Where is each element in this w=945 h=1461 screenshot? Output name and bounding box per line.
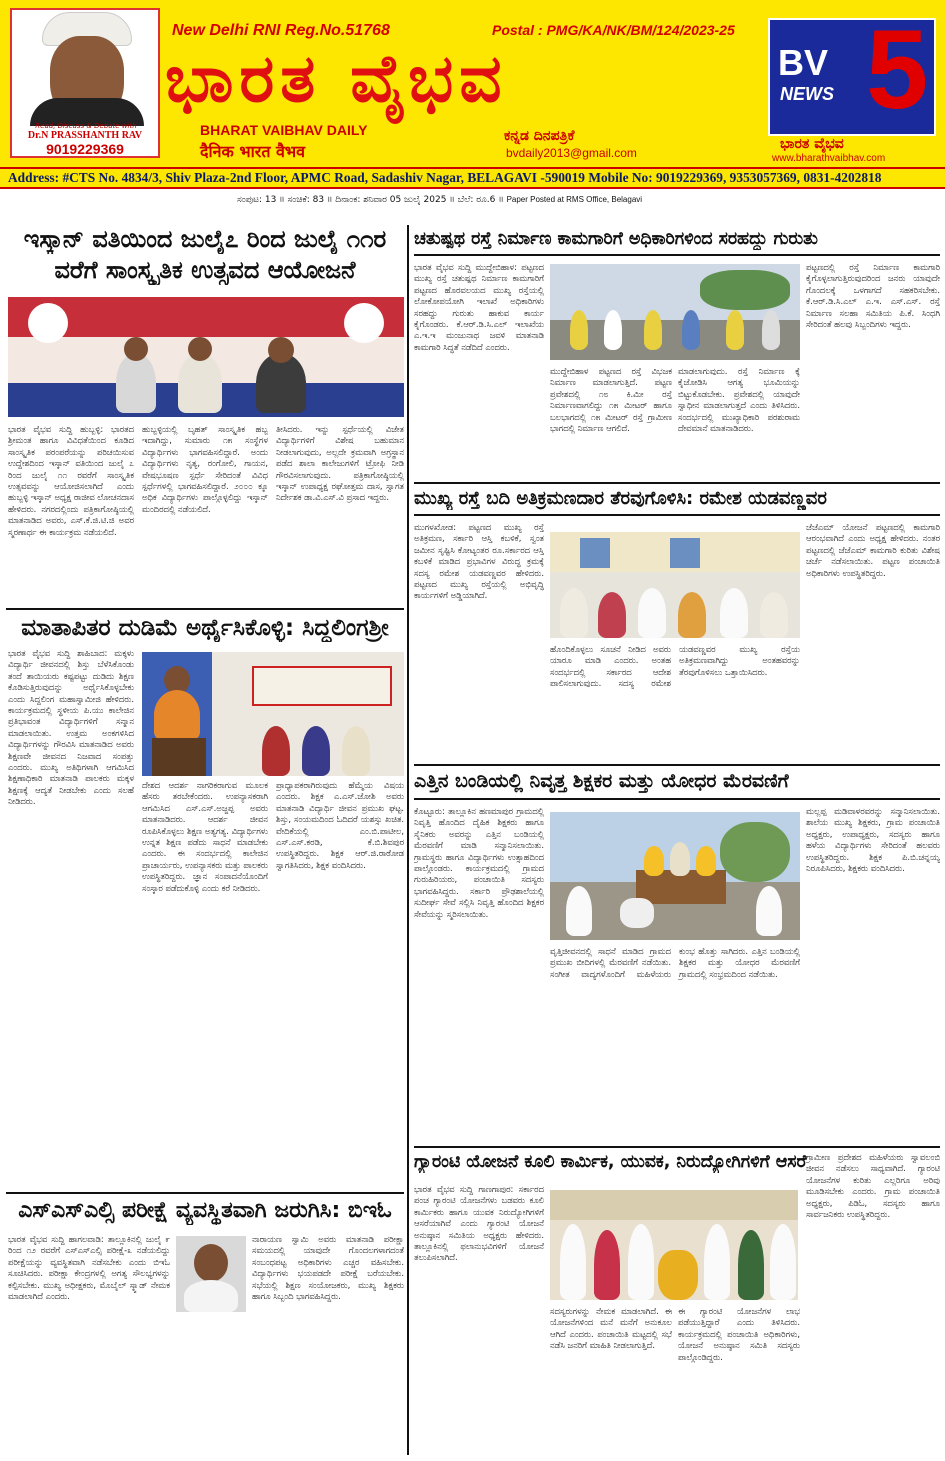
website-url: www.bharathvaibhav.com: [772, 153, 886, 164]
a3-text-col2: ಹೊಂದಿಕೊಳ್ಳಲು ಸೂಚನೆ ನೀಡಿದ ಅವರು ಯಾರೂ ಮಾಡಿ ಎಂದರು. ಅಂತಹ ಸಂದರ್ಭದಲ್ಲಿ ಸರ್ಕಾರದ ಆದೇಶ ಪಾಲಿಸಲಾಗುವುದು. ಸದಸ್ಯ ರಮೇಶ ಯಡವಣ್ಣವರ ಮುಖ್ಯ ರಸ್ತೆಯ ಅತಿಕ್ರಮಣವಾಗಿದ್ದು ಅಂತಹವರನ್ನು ತೆರವುಗೊಳಿಸಲು ಒತ್ತಾಯಿಸಿದರು.: [550, 644, 800, 689]
newspaper-title-hindi: दैनिक भारत वैभव: [200, 142, 306, 161]
person-photo: [10, 8, 160, 158]
a7-headline: ಎಸ್‌ಎಸ್‌ಎಲ್ಸಿ ಪರೀಕ್ಷೆ ವ್ಯವಸ್ಥಿತವಾಗಿ ಜರುಗಿಸಿ: ಬಿಇಓ: [18, 1198, 392, 1223]
newspaper-title-english: BHARAT VAIBHAV DAILY: [200, 122, 368, 138]
divider: [414, 798, 940, 800]
a2-headline: ಚತುಷ್ಪಥ ರಸ್ತೆ ನಿರ್ಮಾಣ ಕಾಮಗಾರಿಗೆ ಅಧಿಕಾರಿಗಳಿಂದ ಸರಹದ್ದು ಗುರುತು: [414, 229, 818, 249]
a2-photo: [550, 264, 800, 360]
divider: [414, 764, 940, 766]
bv5-news-logo: [768, 7, 936, 136]
email-address: bvdaily2013@gmail.com: [506, 146, 637, 160]
a1-photo: [8, 297, 404, 417]
newspaper-title: ಭಾರತ ವೈಭವ: [165, 40, 508, 117]
a3-text-col3: ಜೆಜೆಎಮ್ ಯೋಜನೆ ಪಟ್ಟಣದಲ್ಲಿ ಕಾಮಗಾರಿ ಆರಂಭವಾಗಿದೆ ಎಂದು ಅಧ್ಯಕ್ಷ ಹೇಳಿದರು. ನಂತರ ಪಟ್ಟಣದಲ್ಲಿ ಜೆಜೆಎಮ್ ಕಾಮಗಾರಿ ಕುರಿತು ವಿಶೇಷ ಚರ್ಚೆ ನಡೆಸಲಾಯಿತು. ಪಟ್ಟಣ ಪಂಚಾಯಿತಿ ಅಧಿಕಾರಿಗಳು ಉಪಸ್ಥಿತರಿದ್ದರು.: [806, 522, 940, 578]
person-name: Dr.N PRASSHANTH RAV: [27, 130, 143, 141]
logo-bv: BV: [778, 42, 829, 83]
a3-photo: [550, 532, 800, 638]
a8-text: ಗ್ರಾಮೀಣ ಪ್ರದೇಶದ ಮಹಿಳೆಯರು ಸ್ವಾವಲಂಬಿ ಜೀವನ ನಡೆಸಲು ಸಾಧ್ಯವಾಗಿದೆ. ಗ್ಯಾರಂಟಿ ಯೋಜನೆಗಳ ಕುರಿತು ಎಲ್ಲರಿಗೂ ಅರಿವು ಮೂಡಿಸಬೇಕು ಎಂದರು. ಗ್ರಾಮ ಪಂಚಾಯಿತಿ ಅಧ್ಯಕ್ಷರು, ಪಿಡಿಓ, ಸದಸ್ಯರು ಹಾಗೂ ಸಾರ್ವಜನಿಕರು ಉಪಸ್ಥಿತರಿದ್ದರು.: [806, 1152, 940, 1220]
issue-line: [237, 195, 642, 205]
a4-headline: ಮಾತಾಪಿತರ ದುಡಿಮೆ ಅರ್ಥೈಸಿಕೊಳ್ಳಿ: ಸಿದ್ದಲಿಂಗಶ್ರೀ: [21, 615, 389, 641]
a4-text-left: ಭಾರತ ವೈಭವ ಸುದ್ದಿ ಶಾಹಿಬಾದ: ಮಕ್ಕಳು ವಿದ್ಯಾರ್ಥಿ ಜೀವನದಲ್ಲಿ ಶಿಸ್ತು ಬೆಳೆಸಿಕೊಂಡು ತಂದೆ ತಾಯಿಯರು ಕಷ್ಟಪಟ್ಟು ದುಡಿದು ಶಿಕ್ಷಣ ಕೊಡಿಸುತ್ತಿರುವುದನ್ನು ಅರ್ಥೈಸಿಕೊಳ್ಳಬೇಕು ಎಂದು ಸಿದ್ದಲಿಂಗ ಮಹಾಸ್ವಾಮೀಜಿ ಹೇಳಿದರು. ಕಾರ್ಯಕ್ರಮದಲ್ಲಿ ಸ್ಥಳೀಯ ಪಿ.ಯು ಕಾಲೇಜಿನ ಪ್ರತಿಭಾವಂತ ವಿದ್ಯಾರ್ಥಿಗಳಿಗೆ ಸನ್ಮಾನ ಮಾಡಲಾಯಿತು. ಉತ್ತಮ ಅಂಕಗಳಿಸಿದ ವಿದ್ಯಾರ್ಥಿಗಳನ್ನು ಗೌರವಿಸಿ ಮಾತನಾಡಿದ ಅವರು ಶಿಕ್ಷಣವೇ ಜೀವನದ ನಿಜವಾದ ಸಂಪತ್ತು ಎಂದರು. ಮುಖ್ಯ ಅತಿಥಿಗಳಾಗಿ ಆಗಮಿಸಿದ ಶಿಕ್ಷಣಾಧಿಕಾರಿ ಮಾತನಾಡಿ ಪಾಲಕರು ಮಕ್ಕಳ ಶಿಕ್ಷಣಕ್ಕೆ ಆದ್ಯತೆ ನೀಡಬೇಕು ಎಂದು ಸಲಹೆ ನೀಡಿದರು.: [8, 648, 134, 807]
a2-text-col3: ಮಾಡಲಾಗುವುದು. ರಸ್ತೆ ನಿರ್ಮಾಣ ಕ್ಕೆ ಕೈಜೋಡಿಸಿ ಆಗತ್ಯ ಭೂಮಿಯನ್ನು ಬಿಟ್ಟುಕೊಡಬೇಕು. ಪ್ರವೇಶದಲ್ಲಿ ಯಾವುದೇ ಸ್ವಾಧೀನ ಮಾಡಲಾಗುತ್ತದೆ ಎಂದು ತಿಳಿಸಿದರು. ಸಂದರ್ಭದಲ್ಲಿ ಮುಖ್ಯಾಧಿಕಾರಿ ಪರಶುರಾಮ ದೇವಮಾನೆ ಮಾತನಾಡಿದರು.: [678, 366, 800, 434]
a4-text-right: ಪ್ರಾಧ್ಯಾಪಕರಾಗಿರುವುದು ಹೆಮ್ಮೆಯ ವಿಷಯ ಎಂದರು. ಶಿಕ್ಷಕ ಎ.ಎಸ್.ಜೋಶಿ ಅವರು ಮಾತನಾಡಿ ವಿದ್ಯಾರ್ಥಿ ಜೀವನ ಪ್ರಮುಖ ಘಟ್ಟ. ಶಿಸ್ತು, ಸಂಯಮದಿಂದ ಓದಿದರೆ ಯಶಸ್ಸು ಖಚಿತ. ವೇದಿಕೆಯಲ್ಲಿ ಎಂ.ಬಿ.ಪಾಟೀಲ, ಎಸ್.ಎಸ್.ಕರಡಿ, ಕೆ.ಬಿ.ಶಿವಪುರ ಉಪಸ್ಥಿತರಿದ್ದರು. ಶಿಕ್ಷಕ ಆರ್.ಜಿ.ರಾಠೋಡ ಸ್ವಾಗತಿಸಿದರು, ಶಿಕ್ಷಕ ವಂದಿಸಿದರು.: [276, 780, 404, 870]
logo-kannada: ಭಾರತ ವೈಭವ: [780, 136, 844, 152]
a4-text-mid: ದೇಶದ ಆದರ್ಶ ನಾಗರಿಕರಾಗುವ ಮೂಲಕ ಹೆಸರು ತರಬೇಕೆಂದರು. ಉಪನ್ಯಾಸಕರಾಗಿ ಆಗಮಿಸಿದ ಎಸ್.ಎಸ್.ಅಜ್ಜಪ್ಪ ಅವರು ಮಾತನಾಡಿದರು. ಆದರ್ಶ ಜೀವನ ರೂಪಿಸಿಕೊಳ್ಳಲು ಶಿಕ್ಷಣ ಅತ್ಯಗತ್ಯ. ವಿದ್ಯಾರ್ಥಿಗಳು ಉನ್ನತ ಶಿಕ್ಷಣ ಪಡೆದು ಸಾಧನೆ ಮಾಡಬೇಕು ಎಂದರು. ಈ ಸಂದರ್ಭದಲ್ಲಿ ಕಾಲೇಜಿನ ಪ್ರಾಚಾರ್ಯರು, ಉಪನ್ಯಾಸಕರು ಮತ್ತು ಪಾಲಕರು ಉಪಸ್ಥಿತರಿದ್ದರು. ಜ್ಞಾನ ಸಂಪಾದನೆಯೊಂದಿಗೆ ಸಂಸ್ಕಾರ ಪಡೆದುಕೊಳ್ಳಿ ಎಂದು ಕರೆ ನೀಡಿದರು.: [142, 780, 268, 893]
a5-photo: [550, 812, 800, 940]
a1-headline-line1: ಇಸ್ಕಾನ್ ವತಿಯಿಂದ ಜುಲೈ೭ ರಿಂದ ಜುಲೈ ೧೧ರ: [23, 225, 387, 253]
photo-caption: Read, Discuss & Debate with: [35, 122, 137, 130]
a5-text-col1: ಕೊಟ್ಟೂರು: ತಾಲ್ಲೂಕಿನ ಹಣಮಾಪುರ ಗ್ರಾಮದಲ್ಲಿ ನಿವೃತ್ತಿ ಹೊಂದಿದ ದೈಹಿಕ ಶಿಕ್ಷಕರು ಹಾಗೂ ಸೈನಿಕರು ಅವರನ್ನು ಎತ್ತಿನ ಬಂಡಿಯಲ್ಲಿ ಮೆರವಣಿಗೆ ಮಾಡಿ ಸನ್ಮಾನಿಸಲಾಯಿತು. ಗ್ರಾಮಸ್ಥರು ಹಾಗೂ ವಿದ್ಯಾರ್ಥಿಗಳು ಉತ್ಸಾಹದಿಂದ ಪಾಲ್ಗೊಂಡರು. ಕಾರ್ಯಕ್ರಮದಲ್ಲಿ ಗ್ರಾಮದ ಗುರುಹಿರಿಯರು, ಪಂಚಾಯಿತಿ ಸದಸ್ಯರು ಭಾಗವಹಿಸಿದ್ದರು. ಸರ್ಕಾರಿ ಪ್ರೌಢಶಾಲೆಯಲ್ಲಿ ಸುದೀರ್ಘ ಸೇವೆ ಸಲ್ಲಿಸಿ ನಿವೃತ್ತಿ ಹೊಂದಿದ ಶಿಕ್ಷಕರ ಸೇವೆಯನ್ನು ಸ್ಮರಿಸಲಾಯಿತು.: [414, 806, 544, 919]
logo-five: 5: [866, 7, 929, 132]
kannada-daily-label: ಕನ್ನಡ ದಿನಪತ್ರಿಕೆ: [504, 128, 575, 144]
column-rule: [407, 225, 409, 1455]
a2-text-col4: ಪಟ್ಟಣದಲ್ಲಿ ರಸ್ತೆ ನಿರ್ಮಾಣ ಕಾಮಗಾರಿ ಕೈಗೊಳ್ಳಲಾಗುತ್ತಿರುವುದರಿಂದ ಜನರು ಯಾವುದೇ ಗೊಂದಲಕ್ಕೆ ಒಳಗಾಗದೆ ಸಹಕರಿಸಬೇಕು. ಕೆ.ಆರ್.ಡಿ.ಸಿ.ಎಲ್ ಎ.ಇ. ಎಸ್.ಎಸ್. ರಸ್ತೆ ನಿರ್ಮಾಣ ಸಲಹಾ ಸಮಿತಿಯ ಪಿ.ಕೆ. ಸಿಂಧಗಿ ಸೇರಿದಂತೆ ಹಲವು ಸಿಬ್ಬಂದಿಗಳು ಇದ್ದರು.: [806, 262, 940, 330]
a7-officer-photo: [176, 1236, 246, 1312]
a6-text-col1: ಭಾರತ ವೈಭವ ಸುದ್ದಿ ಗಾಣಗಾಪುರ: ಸರ್ಕಾರದ ಪಂಚ ಗ್ಯಾರಂಟಿ ಯೋಜನೆಗಳು ಬಡವರು ಕೂಲಿ ಕಾರ್ಮಿಕರು ಹಾಗೂ ಯುವಕ ನಿರುದ್ಯೋಗಿಗಳಿಗೆ ಆಸರೆಯಾಗಿವೆ ಎಂದು ಗ್ಯಾರಂಟಿ ಯೋಜನೆ ಅನುಷ್ಠಾನ ಸಮಿತಿಯ ಅಧ್ಯಕ್ಷರು ಹೇಳಿದರು. ತಾಲ್ಲೂಕಿನಲ್ಲಿ ಫಲಾನುಭವಿಗಳಿಗೆ ಯೋಜನೆ ತಲುಪಿಸಲಾಗಿದೆ.: [414, 1184, 544, 1263]
a4-photo: [142, 652, 404, 776]
person-phone: 9019229369: [46, 141, 124, 157]
a5-text-col3: ಮಲ್ಲಪ್ಪ ಮಡಿವಾಳರವರನ್ನು ಸನ್ಮಾನಿಸಲಾಯಿತು. ಶಾಲೆಯ ಮುಖ್ಯ ಶಿಕ್ಷಕರು, ಗ್ರಾಮ ಪಂಚಾಯಿತಿ ಅಧ್ಯಕ್ಷರು, ಉಪಾಧ್ಯಕ್ಷರು, ಸದಸ್ಯರು ಹಾಗೂ ಹಳೆಯ ವಿದ್ಯಾರ್ಥಿಗಳು ಸೇರಿದಂತೆ ಹಲವರು ಉಪಸ್ಥಿತರಿದ್ದರು. ಶಿಕ್ಷಕ ಪಿ.ಬಿ.ಚನ್ನಯ್ಯ ನಿರೂಪಿಸಿದರು, ಶಿಕ್ಷಕರು ವಂದಿಸಿದರು.: [806, 806, 940, 874]
a3-text-col1: ಮುಗಳಖೋಡ: ಪಟ್ಟಣದ ಮುಖ್ಯ ರಸ್ತೆ ಅತಿಕ್ರಮಣ, ಸರ್ಕಾರಿ ಆಸ್ತಿ ಕಬಳಿಕೆ, ಸ್ವಂತ ಜಮೀನ ಸೃಷ್ಟಿಸಿ ಕೋಟ್ಯಂತರ ರೂ.ಸರ್ಕಾರದ ಆಸ್ತಿ ಕಬಳಿಕೆ ಮಾಡಿದ ಪ್ರಭಾವಿಗಳ ವಿರುದ್ಧ ಕ್ರಮಕ್ಕೆ ಸದಸ್ಯ ರಮೇಶ ಯಡವಣ್ಣವರ ಹೇಳಿದರು. ಪಟ್ಟಣದ ಮುಖ್ಯ ರಸ್ತೆಯಲ್ಲಿ ಅಭಿವೃದ್ಧಿ ಕಾರ್ಯಗಳಿಗೆ ಅಡ್ಡಿಯಾಗಿದೆ.: [414, 522, 544, 601]
a6-text-col2: ಸದಸ್ಯರುಗಳನ್ನು ನೇಮಕ ಮಾಡಲಾಗಿದೆ. ಈ ಯೋಜನೆಗಳಿಂದ ಮನೆ ಮನೆಗೆ ಅನುಕೂಲ ಆಗಿದೆ ಎಂದರು. ಪಂಚಾಯಿತಿ ಮಟ್ಟದಲ್ಲಿ ಸಭೆ ನಡೆಸಿ ಜನರಿಗೆ ಮಾಹಿತಿ ನೀಡಲಾಗುತ್ತಿದೆ.: [550, 1306, 672, 1351]
a6-headline: ಗ್ಯಾರಂಟಿ ಯೋಜನೆ ಕೂಲಿ ಕಾರ್ಮಿಕ, ಯುವಕ, ನಿರುದ್ಯೋಗಿಗಳಿಗೆ ಆಸರೆ: [414, 1152, 807, 1172]
a3-headline: ಮುಖ್ಯ ರಸ್ತೆ ಬದಿ ಅತಿಕ್ರಮಣದಾರ ತೆರವುಗೊಳಿಸಿ: ರಮೇಶ ಯಡವಣ್ಣವರ: [414, 488, 827, 509]
divider: [414, 482, 940, 484]
a1-headline-line2: ವರೆಗೆ ಸಾಂಸ್ಕೃತಿಕ ಉತ್ಸವದ ಆಯೋಜನೆ: [54, 256, 356, 284]
a5-headline: ಎತ್ತಿನ ಬಂಡಿಯಲ್ಲಿ ನಿವೃತ್ತ ಶಿಕ್ಷಕರ ಮತ್ತು ಯೋಧರ ಮೆರವಣಿಗೆ: [414, 770, 789, 792]
divider: [414, 254, 940, 256]
postal-number: Postal : PMG/KA/NK/BM/124/2023-25: [492, 22, 735, 38]
a7-text-col1: ಭಾರತ ವೈಭವ ಸುದ್ದಿ ಹಾಗಲವಾಡಿ: ತಾಲ್ಲೂಕಿನಲ್ಲಿ ಜುಲೈ ೯ ರಿಂದ ೧೨ ರವರೆಗೆ ಎಸ್‌ಎಸ್‌ಎಲ್ಸಿ ಪರೀಕ್ಷೆ-೩ ನಡೆಯಲಿದ್ದು ಪರೀಕ್ಷೆಯನ್ನು ವ್ಯವಸ್ಥಿತವಾಗಿ ನಡೆಸಬೇಕು ಎಂದು ಬಿಇಓ ಸೂಚಿಸಿದರು. ಪರೀಕ್ಷಾ ಕೇಂದ್ರಗಳಲ್ಲಿ ಅಗತ್ಯ ಸೌಲಭ್ಯಗಳನ್ನು ಕಲ್ಪಿಸಬೇಕು. ಮುಖ್ಯ ಅಧೀಕ್ಷಕರು, ಮೊಬೈಲ್ ಸ್ಕ್ವಾಡ್ ನೇಮಕ ಮಾಡಲಾಗಿದೆ ಎಂದರು.: [8, 1234, 170, 1302]
a7-text-col2: ನಾರಾಯಣ ಸ್ವಾಮಿ ಅವರು ಮಾತನಾಡಿ ಪರೀಕ್ಷಾ ಸಮಯದಲ್ಲಿ ಯಾವುದೇ ಗೊಂದಲಗಳಾಗದಂತೆ ಸಂಬಂಧಪಟ್ಟ ಅಧಿಕಾರಿಗಳು ಎಚ್ಚರ ವಹಿಸಬೇಕು. ವಿದ್ಯಾರ್ಥಿಗಳು ಭಯಪಡದೇ ಪರೀಕ್ಷೆ ಬರೆಯಬೇಕು. ಸಭೆಯಲ್ಲಿ ಶಿಕ್ಷಣ ಸಂಯೋಜಕರು, ಮುಖ್ಯ ಶಿಕ್ಷಕರು ಹಾಗೂ ಸಿಬ್ಬಂದಿ ಭಾಗವಹಿಸಿದ್ದರು.: [252, 1234, 404, 1302]
divider: [6, 608, 404, 610]
a2-text-col1: ಭಾರತ ವೈಭವ ಸುದ್ದಿ ಮುದ್ದೇಬಿಹಾಳ: ಪಟ್ಟಣದ ಮುಖ್ಯ ರಸ್ತೆ ಚತುಷ್ಪಥ ನಿರ್ಮಾಣ ಕಾಮಗಾರಿಗೆ ಪಟ್ಟಣದ ಹೊರವಲಯದ ಮುಖ್ಯ ರಸ್ತೆಯಲ್ಲಿ ಲೋಕೋಪಯೋಗಿ ಇಲಾಖೆ ಅಧಿಕಾರಿಗಳು ಸರಹದ್ದು ಗುರುತು ಹಾಕುವ ಕಾರ್ಯ ಕೈಗೊಂಡರು. ಕೆ.ಆರ್.ಡಿ.ಸಿ.ಎಲ್ ಇಲಾಖೆಯ ಎ.ಇ.ಇ ಮಂಜುನಾಥ ಜವಳಿ ಮಾತನಾಡಿ ಕಾಮಗಾರಿ ಸಿದ್ಧತೆ ನಡೆದಿದೆ ಎಂದರು.: [414, 262, 544, 352]
a6-photo: [550, 1190, 798, 1300]
a6-text-col3: ಈ ಗ್ಯಾರಂಟಿ ಯೋಜನೆಗಳ ಲಾಭ ಪಡೆಯುತ್ತಿದ್ದಾರೆ ಎಂದು ತಿಳಿಸಿದರು. ಕಾರ್ಯಕ್ರಮದಲ್ಲಿ ಪಂಚಾಯಿತಿ ಅಧಿಕಾರಿಗಳು, ಯೋಜನೆ ಅನುಷ್ಠಾನ ಸಮಿತಿ ಸದಸ್ಯರು ಪಾಲ್ಗೊಂಡಿದ್ದರು.: [678, 1306, 800, 1362]
logo-news: NEWS: [780, 84, 834, 104]
divider: [6, 1192, 404, 1194]
address-bar: Address: #CTS No. 4834/3, Shiv Plaza-2nd Floor, APMC Road, Sadashiv Nagar, BELAGAVI -590019 Mobile No: 9019229369, 9353057369, 0831-4202818: [0, 167, 945, 189]
posted-note: Paper Posted at RMS Office, Belagavi: [506, 195, 643, 204]
a5-text-col2: ವೃತ್ತಿಜೀವನದಲ್ಲಿ ಸಾಧನೆ ಮಾಡಿದ ಗ್ರಾಮದ ಪ್ರಮುಖ ಬೀದಿಗಳಲ್ಲಿ ಮೆರವಣಿಗೆ ನಡೆಯಿತು. ಸಂಗೀತ ವಾದ್ಯಗಳೊಂದಿಗೆ ಮಹಿಳೆಯರು ಕುಂಭ ಹೊತ್ತು ಸಾಗಿದರು. ಎತ್ತಿನ ಬಂಡಿಯಲ್ಲಿ ಶಿಕ್ಷಕರ ಮತ್ತು ಯೋಧರ ಮೆರವಣಿಗೆ ಗ್ರಾಮದಲ್ಲಿ ಸಂಭ್ರಮದಿಂದ ನಡೆಯಿತು.: [550, 946, 800, 979]
a1-text-col1: ಭಾರತ ವೈಭವ ಸುದ್ದಿ ಹುಬ್ಬಳ್ಳಿ: ಭಾರತದ ಶ್ರೀಮಂತ ಹಾಗೂ ವಿವಿಧತೆಯಿಂದ ಕೂಡಿದ ಸಾಂಸ್ಕೃತಿಕ ಪರಂಪರೆಯನ್ನು ಪರಿಚಯಿಸುವ ಉದ್ದೇಶದಿಂದ ಇಸ್ಕಾನ್ ವತಿಯಿಂದ ಜುಲೈ ೭ ರಿಂದ ಜುಲೈ ೧೧ ರವರೆಗೆ ಸಾಂಸ್ಕೃತಿಕ ಉತ್ಸವವನ್ನು ಆಯೋಜಿಸಲಾಗಿದೆ ಎಂದು ಹುಬ್ಬಳ್ಳಿ ಇಸ್ಕಾನ್ ಅಧ್ಯಕ್ಷ ರಾಜೀವ ಲೋಚನದಾಸ ಹೇಳಿದರು. ನಗರದಲ್ಲಿಂದು ಪತ್ರಿಕಾಗೋಷ್ಠಿಯಲ್ಲಿ ಮಾತನಾಡಿದ ಅವರು, ಎಸ್.ಕೆ.ಜಿ.ಟಿ.ಜಿ ಅವರ ಸ್ಮರಣಾರ್ಥ ಈ ಕಾರ್ಯಕ್ರಮ ನಡೆಯಲಿದೆ.: [8, 424, 134, 537]
masthead: [0, 0, 945, 167]
divider: [414, 514, 940, 516]
a1-text-col3: ತೀಸಿದರು. ಇನ್ನು ಸ್ಪರ್ಧೆಯಲ್ಲಿ ವಿಜೇತ ವಿದ್ಯಾರ್ಥಿಗಳಿಗೆ ವಿಶೇಷ ಬಹುಮಾನ ನೀಡಲಾಗುವುದು, ಅಲ್ಲದೇ ಕ್ರಮವಾಗಿ ಅಗ್ರಸ್ಥಾನ ಪಡೆದ ಶಾಲಾ ಕಾಲೇಜುಗಳಿಗೆ ಟ್ರೋಫಿ ನೀಡಿ ಗೌರವಿಸಲಾಗುವುದು. ಪತ್ರಿಕಾಗೋಷ್ಠಿಯಲ್ಲಿ ಇಸ್ಕಾನ್ ಉಪಾಧ್ಯಕ್ಷ ರಘೋತ್ತಮ ದಾಸ, ಸ್ವಾಗತ ನಿರ್ದೇಶಕ ಡಾ.ವಿ.ಎಸ್.ವಿ ಪ್ರಸಾದ ಇದ್ದರು.: [276, 424, 404, 503]
rni-number: New Delhi RNI Reg.No.51768: [172, 22, 390, 39]
a2-text-col2: ಮುದ್ದೇಬಿಹಾಳ ಪಟ್ಟಣದ ರಸ್ತೆ ವಿಭಜಕ ನಿರ್ಮಾಣ ಮಾಡಲಾಗುತ್ತಿದೆ. ಪಟ್ಟಣ ಪ್ರವೇಶದಲ್ಲಿ ೧೮ ಕಿ.ಮೀ ರಸ್ತೆ ನಿರ್ಮಾಣವಾಗಲಿದ್ದು ೧೫ ಮೀಟರ್ ಹಾಗೂ ಬಲಭಾಗದಲ್ಲಿ ೧೫ ಮೀಟರ್ ರಸ್ತೆ ಗ್ರಾಮೀಣ ಭಾಗದಲ್ಲಿ ನಿರ್ಮಾಣ ಆಗಲಿದೆ.: [550, 366, 672, 434]
divider: [414, 1146, 940, 1148]
issue-details: ಸಂಪುಟ: 13 ॥ ಸಂಚಿಕೆ: 83 ॥ ದಿನಾಂಕ: ಶನಿವಾರ 05 ಜುಲೈ 2025 ॥ ಬೆಲೆ: ರೂ.6 ॥: [237, 195, 504, 205]
a1-text-col2: ಹುಬ್ಬಳ್ಳಿಯಲ್ಲಿ ಬೃಹತ್ ಸಾಂಸ್ಕೃತಿಕ ಹಬ್ಬ ಇದಾಗಿದ್ದು, ಸುಮಾರು ೧೫ ಸಂಸ್ಥೆಗಳ ವಿದ್ಯಾರ್ಥಿಗಳು ಭಾಗವಹಿಸಲಿದ್ದಾರೆ. ಅಂದು ವಿದ್ಯಾರ್ಥಿಗಳು ನೃತ್ಯ, ರಂಗೋಲಿ, ಗಾಯನ, ವೇಷಭೂಷಣ ಸ್ಪರ್ಧೆ ಸೇರಿದಂತೆ ವಿವಿಧ ಸ್ಪರ್ಧೆಗಳಲ್ಲಿ ಭಾಗವಹಿಸಲಿದ್ದಾರೆ. ೨೦೦೦ ಕ್ಕೂ ಅಧಿಕ ವಿದ್ಯಾರ್ಥಿಗಳು ಪಾಲ್ಗೊಳ್ಳಲಿದ್ದು ಇಸ್ಕಾನ್ ಮಂದಿರದಲ್ಲಿ ನಡೆಯಲಿದೆ.: [142, 424, 268, 514]
